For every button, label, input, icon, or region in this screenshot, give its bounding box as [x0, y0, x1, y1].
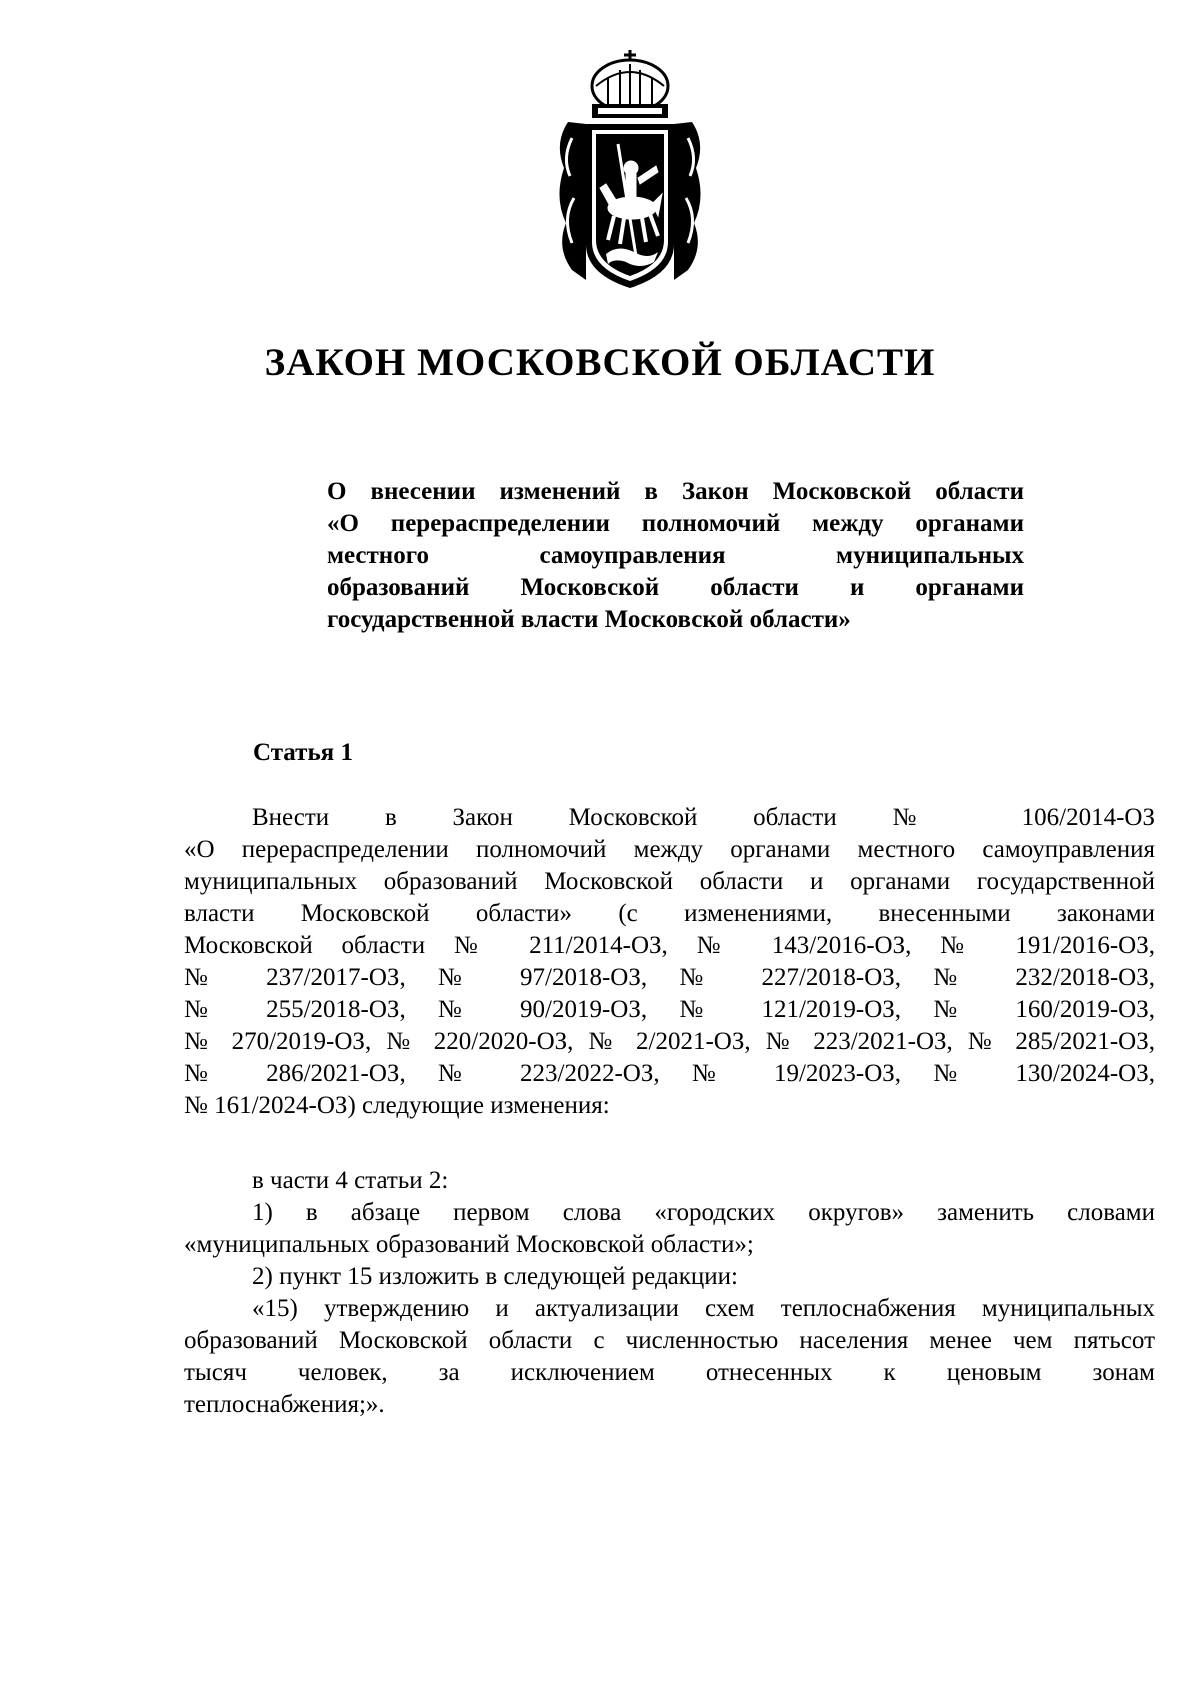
quote-line: образований Московской области с численностью населения менее чем пятьсот [184, 1327, 1155, 1354]
paragraph-line: № 237/2017-ОЗ, № 97/2018-ОЗ, № 227/2018-ОЗ, № 232/2018-ОЗ, [184, 964, 1155, 991]
item-line: «муниципальных образований Московской области»; [184, 1231, 754, 1258]
paragraph-line: № 255/2018-ОЗ, № 90/2019-ОЗ, № 121/2019-ОЗ, № 160/2019-ОЗ, [184, 996, 1155, 1023]
law-title: ЗАКОН МОСКОВСКОЙ ОБЛАСТИ [264, 341, 936, 384]
crown-icon [592, 50, 668, 118]
paragraph-line: Московской области № 211/2014-ОЗ, № 143/2016-ОЗ, № 191/2016-ОЗ, [184, 932, 1155, 959]
coat-of-arms-emblem [548, 48, 712, 293]
paragraph-line: № 286/2021-ОЗ, № 223/2022-ОЗ, № 19/2023-ОЗ, № 130/2024-ОЗ, [184, 1060, 1155, 1087]
subject-line: «О перераспределении полномочий между органами [327, 510, 1024, 537]
article-paragraph [184, 802, 1155, 1122]
quote-line: тысяч человек, за исключением отнесенных к ценовым зонам [184, 1359, 1155, 1386]
paragraph-line: «О перераспределении полномочий между органами местного самоуправления [184, 836, 1155, 863]
item-line: 1) в абзаце первом слова «городских округов» заменить словами [252, 1199, 1155, 1226]
paragraph-line: № 161/2024-ОЗ) следующие изменения: [184, 1092, 610, 1119]
paragraph-line: муниципальных образований Московской области и органами государственной [184, 868, 1155, 895]
subject-line: государственной власти Московской области» [327, 606, 851, 633]
quote-line: «15) утверждению и актуализации схем теплоснабжения муниципальных [252, 1295, 1155, 1322]
subject-line: образований Московской области и органами [327, 574, 1024, 601]
amendments-list [184, 1165, 1155, 1421]
law-subject [327, 476, 1024, 636]
subject-line: местного самоуправления муниципальных [327, 542, 1024, 569]
paragraph-line: Внести в Закон Московской области № 106/2014-ОЗ [252, 804, 1155, 831]
article-heading: Статья 1 [253, 739, 353, 766]
part-heading: в части 4 статьи 2: [252, 1167, 449, 1194]
subject-line: О внесении изменений в Закон Московской области [327, 478, 1024, 505]
paragraph-line: № 270/2019-ОЗ, № 220/2020-ОЗ, № 2/2021-ОЗ, № 223/2021-ОЗ, № 285/2021-ОЗ, [184, 1028, 1155, 1055]
paragraph-line: власти Московской области» (с изменениями, внесенными законами [184, 900, 1155, 927]
quote-line: теплоснабжения;». [184, 1391, 385, 1418]
item-line: 2) пункт 15 изложить в следующей редакции: [252, 1263, 738, 1290]
